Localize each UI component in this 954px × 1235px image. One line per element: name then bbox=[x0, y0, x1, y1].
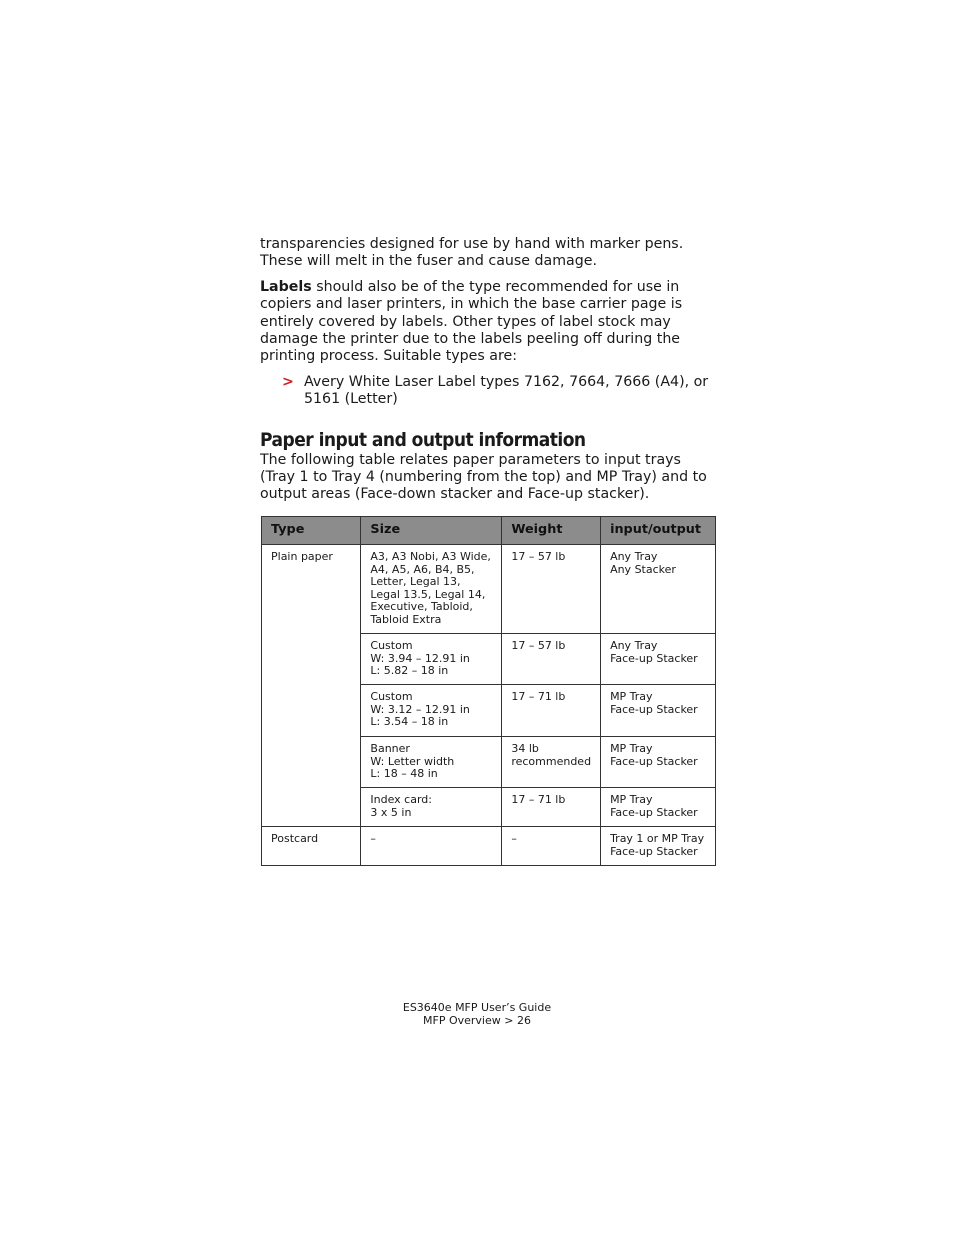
size-line: Custom bbox=[370, 690, 413, 703]
type-cell-postcard: Postcard bbox=[262, 827, 361, 866]
labels-line: damage the printer due to the labels peeling off during the bbox=[260, 331, 681, 348]
table-header-row bbox=[262, 517, 716, 545]
footer-page-ref: MFP Overview > 26 bbox=[423, 1013, 531, 1027]
header-size: Size bbox=[361, 517, 502, 545]
bullet-arrow-icon: > bbox=[282, 373, 294, 390]
size-line: L: 18 – 48 in bbox=[370, 767, 438, 781]
weight-cell bbox=[502, 827, 601, 866]
io-line: Any Tray bbox=[610, 550, 658, 563]
weight-cell bbox=[502, 788, 601, 827]
weight-line: 17 – 71 lb bbox=[511, 793, 566, 806]
page-content bbox=[260, 236, 716, 512]
header-input-output: input/output bbox=[601, 517, 716, 545]
io-line: Face-up Stacker bbox=[610, 754, 698, 768]
bullet-line: 5161 (Letter) bbox=[304, 391, 398, 408]
size-line: A3, A3 Nobi, A3 Wide, bbox=[370, 550, 491, 563]
size-cell bbox=[361, 788, 502, 827]
io-cell bbox=[601, 634, 716, 685]
io-line: Face-up Stacker bbox=[610, 651, 698, 665]
size-line: W: 3.12 – 12.91 in bbox=[370, 702, 470, 716]
labels-line: printing process. Suitable types are: bbox=[260, 348, 518, 365]
size-line: Tabloid Extra bbox=[370, 612, 442, 626]
header-weight: Weight bbox=[502, 517, 601, 545]
page-footer bbox=[0, 1002, 954, 1027]
section-line: output areas (Face-down stacker and Face-up stacker). bbox=[260, 486, 650, 503]
size-line: Index card: bbox=[370, 793, 432, 806]
weight-cell bbox=[502, 634, 601, 685]
size-line: A4, A5, A6, B4, B5, bbox=[370, 562, 475, 576]
size-line: Legal 13.5, Legal 14, bbox=[370, 587, 486, 601]
weight-line: 17 – 71 lb bbox=[511, 690, 566, 703]
size-line: L: 5.82 – 18 in bbox=[370, 664, 449, 678]
io-line: Face-up Stacker bbox=[610, 805, 698, 819]
io-cell bbox=[601, 685, 716, 737]
io-cell bbox=[601, 545, 716, 634]
size-cell bbox=[361, 634, 502, 685]
bullet-line: Avery White Laser Label types 7162, 7664, 7666 (A4), or bbox=[304, 373, 709, 390]
intro-line: transparencies designed for use by hand with marker pens. bbox=[260, 236, 684, 252]
table-row bbox=[262, 545, 716, 634]
paper-table bbox=[261, 516, 716, 866]
io-line: Tray 1 or MP Tray bbox=[610, 832, 705, 845]
size-line: W: 3.94 – 12.91 in bbox=[370, 651, 470, 665]
size-line: Banner bbox=[370, 742, 410, 755]
io-cell bbox=[601, 827, 716, 866]
io-line: MP Tray bbox=[610, 742, 653, 755]
weight-cell bbox=[502, 685, 601, 737]
labels-line: should also be of the type recommended for use in bbox=[311, 278, 680, 295]
size-cell bbox=[361, 685, 502, 737]
labels-line: entirely covered by labels. Other types of label stock may bbox=[260, 313, 671, 330]
weight-line: recommended bbox=[511, 754, 592, 768]
io-cell bbox=[601, 737, 716, 788]
labels-line: copiers and laser printers, in which the base carrier page is bbox=[260, 296, 683, 313]
section-heading: Paper input and output information bbox=[260, 428, 586, 451]
type-cell-plain-paper: Plain paper bbox=[262, 545, 361, 827]
size-line: – bbox=[370, 832, 376, 845]
weight-line: 17 – 57 lb bbox=[511, 639, 566, 652]
io-line: Any Stacker bbox=[610, 562, 676, 576]
header-type: Type bbox=[262, 517, 361, 545]
io-line: MP Tray bbox=[610, 793, 653, 806]
size-cell bbox=[361, 545, 502, 634]
table-row bbox=[262, 827, 716, 866]
size-line: W: Letter width bbox=[370, 754, 455, 768]
weight-line: 34 lb bbox=[511, 742, 539, 755]
weight-cell bbox=[502, 545, 601, 634]
section-line: (Tray 1 to Tray 4 (numbering from the top) and MP Tray) and to bbox=[260, 469, 707, 486]
io-line: Face-up Stacker bbox=[610, 702, 698, 716]
size-line: Letter, Legal 13, bbox=[370, 575, 461, 589]
bullet-item bbox=[260, 374, 716, 409]
size-line: L: 3.54 – 18 in bbox=[370, 715, 449, 729]
io-line: Any Tray bbox=[610, 639, 658, 652]
intro-line: These will melt in the fuser and cause damage. bbox=[260, 253, 597, 270]
size-cell bbox=[361, 737, 502, 788]
io-line: Face-up Stacker bbox=[610, 844, 698, 858]
io-cell bbox=[601, 788, 716, 827]
size-line: Custom bbox=[370, 639, 413, 652]
labels-bold-term: Labels bbox=[260, 278, 312, 295]
labels-paragraph bbox=[260, 279, 716, 366]
size-line: 3 x 5 in bbox=[370, 805, 412, 819]
weight-line: 17 – 57 lb bbox=[511, 550, 566, 563]
weight-cell bbox=[502, 737, 601, 788]
intro-paragraph bbox=[260, 236, 716, 271]
section-line: The following table relates paper parameters to input trays bbox=[260, 451, 681, 468]
section-paragraph bbox=[260, 452, 716, 504]
weight-line: – bbox=[511, 832, 517, 845]
size-cell bbox=[361, 827, 502, 866]
size-line: Executive, Tabloid, bbox=[370, 600, 473, 614]
io-line: MP Tray bbox=[610, 690, 653, 703]
footer-guide-title: ES3640e MFP User’s Guide bbox=[402, 1001, 552, 1014]
